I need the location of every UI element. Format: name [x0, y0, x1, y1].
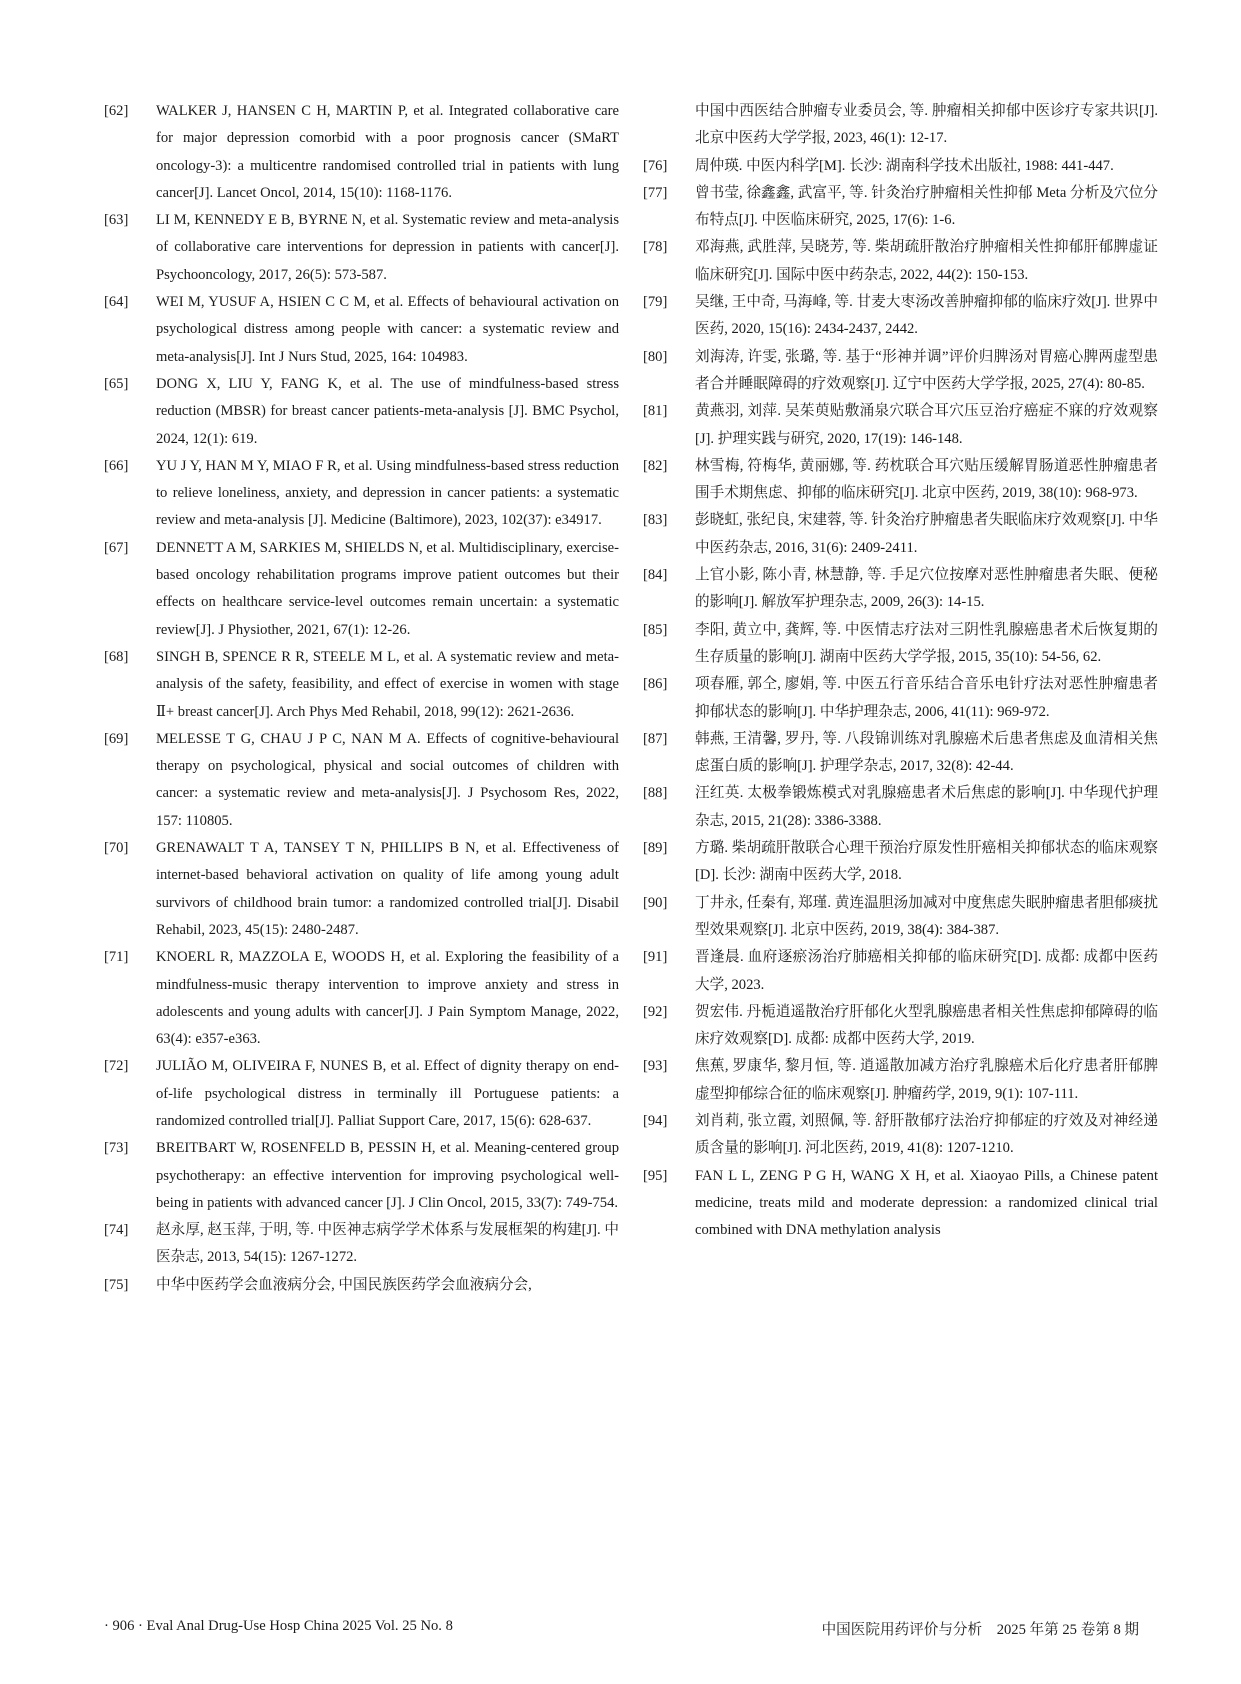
reference-number: [91]	[643, 949, 668, 966]
reference-text: 刘肖莉, 张立霞, 刘照佩, 等. 舒肝散郁疗法治疗抑郁症的疗效及对神经递质含量的影响[J]. 河北医药, 2019, 41(8): 1207-1210.	[695, 1112, 1158, 1157]
reference-text: 丁井永, 任秦有, 郑瑾. 黄连温胆汤加减对中度焦虑失眠肿瘤患者胆郁痰扰型效果观察[J]. 北京中医药, 2019, 38(4): 384-387.	[695, 894, 1158, 938]
reference-item	[643, 944, 1158, 999]
reference-text: 贺宏伟. 丹栀逍遥散治疗肝郁化火型乳腺癌患者相关性焦虑抑郁障碍的临床疗效观察[D]. 成都: 成都中医药大学, 2019.	[695, 1003, 1158, 1048]
reference-text: 邓海燕, 武胜萍, 吴晓芳, 等. 柴胡疏肝散治疗肿瘤相关性抑郁肝郁脾虚证临床研究[J]. 国际中医中药杂志, 2022, 44(2): 150-153.	[695, 239, 1158, 283]
reference-item	[643, 507, 1158, 562]
reference-text: 方璐. 柴胡疏肝散联合心理干预治疗原发性肝癌相关抑郁状态的临床观察[D]. 长沙: 湖南中医药大学, 2018.	[695, 840, 1158, 884]
reference-text: BREITBART W, ROSENFELD B, PESSIN H, et al. Meaning-centered group psychotherapy: an effective intervention for improving psychological well-being in patients with advanced cancer [J]. J Clin Oncol, 2015, 33(7): 749-754.	[156, 1140, 619, 1211]
reference-text: 项春雁, 郭仝, 廖娟, 等. 中医五行音乐结合音乐电针疗法对恶性肿瘤患者抑郁状态的影响[J]. 中华护理杂志, 2006, 41(11): 969-972.	[695, 676, 1158, 720]
reference-number: [88]	[643, 785, 668, 802]
reference-number: [62]	[104, 103, 129, 119]
reference-text: WEI M, YUSUF A, HSIEN C C M, et al. Effects of behavioural activation on psychological distress among people with cancer: a systematic review and meta-analysis[J]. Int J Nurs Stud, 2025, 164: 104983.	[156, 294, 619, 365]
reference-number: [68]	[104, 648, 129, 665]
reference-item	[643, 1163, 1158, 1245]
reference-number: [69]	[104, 730, 129, 747]
reference-item	[104, 289, 619, 371]
reference-number: [82]	[643, 457, 668, 474]
reference-item	[643, 1108, 1158, 1163]
reference-number: [77]	[643, 184, 668, 201]
reference-text: 焦蕉, 罗康华, 黎月恒, 等. 逍遥散加减方治疗乳腺癌术后化疗患者肝郁脾虚型抑郁综合征的临床观察[J]. 肿瘤药学, 2019, 9(1): 107-111.	[695, 1058, 1158, 1102]
reference-number: [75]	[104, 1276, 129, 1293]
reference-text: DONG X, LIU Y, FANG K, et al. The use of mindfulness-based stress reduction (MBSR) for breast cancer patients-meta-analysis [J]. BMC Psychol, 2024, 12(1): 619.	[156, 375, 619, 447]
reference-item	[643, 344, 1158, 399]
reference-number: [65]	[104, 375, 129, 392]
reference-text: GRENAWALT T A, TANSEY T N, PHILLIPS B N, et al. Effectiveness of internet-based behavioral activation on quality of life among young adult survivors of childhood brain tumor: a randomized controlled trial[J]. Disabil Rehabil, 2023, 45(15): 2480-2487.	[156, 840, 619, 938]
reference-text: LI M, KENNEDY E B, BYRNE N, et al. Systematic review and meta-analysis of collaborative care interventions for depression in patients with cancer[J]. Psychooncology, 2017, 26(5): 573-587.	[156, 212, 619, 283]
reference-text: 中国中西医结合肿瘤专业委员会, 等. 肿瘤相关抑郁中医诊疗专家共识[J]. 北京中医药大学学报, 2023, 46(1): 12-17.	[695, 103, 1158, 147]
reference-text: 上官小影, 陈小青, 林慧静, 等. 手足穴位按摩对恶性肿瘤患者失眠、便秘的影响[J]. 解放军护理杂志, 2009, 26(3): 14-15.	[695, 567, 1158, 611]
reference-number: [76]	[643, 157, 668, 174]
left-column	[104, 98, 619, 1299]
reference-item	[104, 453, 619, 535]
reference-number: [94]	[643, 1112, 668, 1129]
reference-number: [86]	[643, 676, 668, 693]
reference-text: 吴继, 王中奇, 马海峰, 等. 甘麦大枣汤改善肿瘤抑郁的临床疗效[J]. 世界中医药, 2020, 15(16): 2434-2437, 2442.	[695, 294, 1158, 338]
reference-item	[104, 98, 619, 207]
reference-text: 彭晓虹, 张纪良, 宋建蓉, 等. 针灸治疗肿瘤患者失眠临床疗效观察[J]. 中华中医药杂志, 2016, 31(6): 2409-2411.	[695, 512, 1158, 556]
reference-number: [84]	[643, 567, 668, 584]
reference-item	[643, 562, 1158, 617]
reference-text: WALKER J, HANSEN C H, MARTIN P, et al. Integrated collaborative care for major depression comorbid with a poor prognosis cancer (SMaRT oncology-3): a multicentre randomised controlled trial in patients with lung cancer[J]. Lancet Oncol, 2014, 15(10): 1168-1176.	[156, 103, 619, 201]
reference-item	[643, 289, 1158, 344]
reference-item	[104, 726, 619, 835]
reference-number: [71]	[104, 949, 129, 966]
reference-number: [92]	[643, 1003, 668, 1020]
reference-item	[643, 153, 1158, 180]
reference-number: [79]	[643, 294, 668, 311]
page-footer	[104, 1618, 1139, 1639]
reference-text: JULIÃO M, OLIVEIRA F, NUNES B, et al. Effect of dignity therapy on end-of-life psychological distress in terminally ill Portuguese patients: a randomized controlled trial[J]. Palliat Support Care, 2017, 15(6): 628-637.	[156, 1058, 619, 1129]
reference-number: [63]	[104, 212, 129, 229]
reference-item	[643, 835, 1158, 890]
reference-text: DENNETT A M, SARKIES M, SHIELDS N, et al. Multidisciplinary, exercise-based oncology rehabilitation programs improve patient outcomes but their effects on healthcare service-level outcomes remain uncertain: a systematic review[J]. J Physiother, 2021, 67(1): 12-26.	[156, 539, 619, 638]
reference-item	[643, 398, 1158, 453]
reference-item	[643, 453, 1158, 508]
reference-text: YU J Y, HAN M Y, MIAO F R, et al. Using mindfulness-based stress reduction to relieve loneliness, anxiety, and depression in cancer patients: a systematic review and meta-analysis [J]. Medicine (Baltimore), 2023, 102(37): e34917.	[156, 457, 619, 529]
reference-item	[643, 890, 1158, 945]
reference-item	[104, 944, 619, 1053]
reference-text: 李阳, 黄立中, 龚辉, 等. 中医情志疗法对三阴性乳腺癌患者术后恢复期的生存质量的影响[J]. 湖南中医药大学学报, 2015, 35(10): 54-56, 62.	[695, 621, 1158, 665]
reference-number: [74]	[104, 1222, 129, 1239]
reference-text: 曾书莹, 徐鑫鑫, 武富平, 等. 针灸治疗肿瘤相关性抑郁 Meta 分析及穴位分布特点[J]. 中医临床研究, 2025, 17(6): 1-6.	[695, 184, 1158, 229]
reference-item	[643, 617, 1158, 672]
reference-item	[104, 207, 619, 289]
reference-number: [80]	[643, 348, 668, 365]
reference-text: 汪红英. 太极拳锻炼模式对乳腺癌患者术后焦虑的影响[J]. 中华现代护理杂志, 2015, 21(28): 3386-3388.	[695, 785, 1158, 829]
reference-item	[643, 234, 1158, 289]
reference-text: KNOERL R, MAZZOLA E, WOODS H, et al. Exploring the feasibility of a mindfulness-music therapy intervention to improve anxiety and stress in adolescents and young adults with cancer[J]. J Pain Symptom Manage, 2022, 63(4): e357-e363.	[156, 949, 619, 1048]
reference-number: [70]	[104, 840, 129, 857]
reference-number: [72]	[104, 1058, 129, 1075]
reference-item	[104, 1272, 619, 1299]
reference-item	[643, 780, 1158, 835]
reference-item	[643, 999, 1158, 1054]
reference-number: [87]	[643, 730, 668, 747]
reference-text: 晋逢晨. 血府逐瘀汤治疗肺癌相关抑郁的临床研究[D]. 成都: 成都中医药大学, 2023.	[695, 949, 1158, 993]
reference-item	[104, 535, 619, 644]
reference-number: [90]	[643, 894, 668, 911]
reference-text: FAN L L, ZENG P G H, WANG X H, et al. Xiaoyao Pills, a Chinese patent medicine, treats mild and moderate depression: a randomized clinical trial combined with DNA methylation analysis	[695, 1167, 1158, 1239]
reference-item	[104, 1217, 619, 1272]
reference-number: [81]	[643, 403, 668, 420]
reference-number: [93]	[643, 1058, 668, 1075]
reference-item	[643, 180, 1158, 235]
reference-number: [85]	[643, 621, 668, 638]
reference-number: [64]	[104, 294, 129, 311]
reference-text: 林雪梅, 符梅华, 黄丽娜, 等. 药枕联合耳穴贴压缓解胃肠道恶性肿瘤患者围手术期焦虑、抑郁的临床研究[J]. 北京中医药, 2019, 38(10): 968-973.	[695, 457, 1158, 502]
reference-text: 赵永厚, 赵玉萍, 于明, 等. 中医神志病学学术体系与发展框架的构建[J]. 中医杂志, 2013, 54(15): 1267-1272.	[156, 1222, 619, 1266]
reference-number: [95]	[643, 1167, 668, 1184]
reference-item	[104, 371, 619, 453]
reference-text: 刘海涛, 许雯, 张璐, 等. 基于“形神并调”评价归脾汤对胃癌心脾两虚型患者合并睡眠障碍的疗效观察[J]. 辽宁中医药大学学报, 2025, 27(4): 80-85.	[695, 348, 1158, 392]
reference-text: MELESSE T G, CHAU J P C, NAN M A. Effects of cognitive-behavioural therapy on psychological, physical and social outcomes of children with cancer: a systematic review and meta-analysis[J]. J Psychosom Res, 2022, 157: 110805.	[156, 730, 619, 829]
reference-number: [89]	[643, 840, 668, 857]
footer-page-info-english: · 906 · Eval Anal Drug-Use Hosp China 2025 Vol. 25 No. 8	[104, 1618, 453, 1634]
reference-number: [78]	[643, 239, 668, 256]
reference-continuation	[643, 98, 1158, 153]
reference-number: [73]	[104, 1140, 129, 1157]
reference-item	[104, 835, 619, 944]
reference-item	[104, 1135, 619, 1217]
reference-number: [66]	[104, 457, 129, 474]
reference-text: 中华中医药学会血液病分会, 中国民族医药学会血液病分会,	[156, 1276, 532, 1293]
reference-text: SINGH B, SPENCE R R, STEELE M L, et al. A systematic review and meta-analysis of the safety, feasibility, and effect of exercise in women with stage Ⅱ+ breast cancer[J]. Arch Phys Med Rehabil, 2018, 99(12): 2621-2636.	[156, 648, 619, 720]
reference-item	[104, 644, 619, 726]
reference-number: [83]	[643, 512, 668, 529]
reference-item	[104, 1053, 619, 1135]
reference-text: 韩燕, 王清馨, 罗丹, 等. 八段锦训练对乳腺癌术后患者焦虑及血清相关焦虑蛋白质的影响[J]. 护理学杂志, 2017, 32(8): 42-44.	[695, 730, 1158, 775]
footer-journal-info-chinese: 中国医院用药评价与分析 2025 年第 25 卷第 8 期	[821, 1622, 1139, 1638]
reference-item	[643, 726, 1158, 781]
reference-text: 周仲瑛. 中医内科学[M]. 长沙: 湖南科学技术出版社, 1988: 441-447.	[695, 157, 1114, 174]
reference-item	[643, 671, 1158, 726]
right-column	[643, 98, 1158, 1244]
reference-item	[643, 1053, 1158, 1108]
reference-text: 黄燕羽, 刘萍. 吴茱萸贴敷涌泉穴联合耳穴压豆治疗癌症不寐的疗效观察[J]. 护理实践与研究, 2020, 17(19): 146-148.	[695, 403, 1158, 447]
reference-number: [67]	[104, 539, 129, 556]
